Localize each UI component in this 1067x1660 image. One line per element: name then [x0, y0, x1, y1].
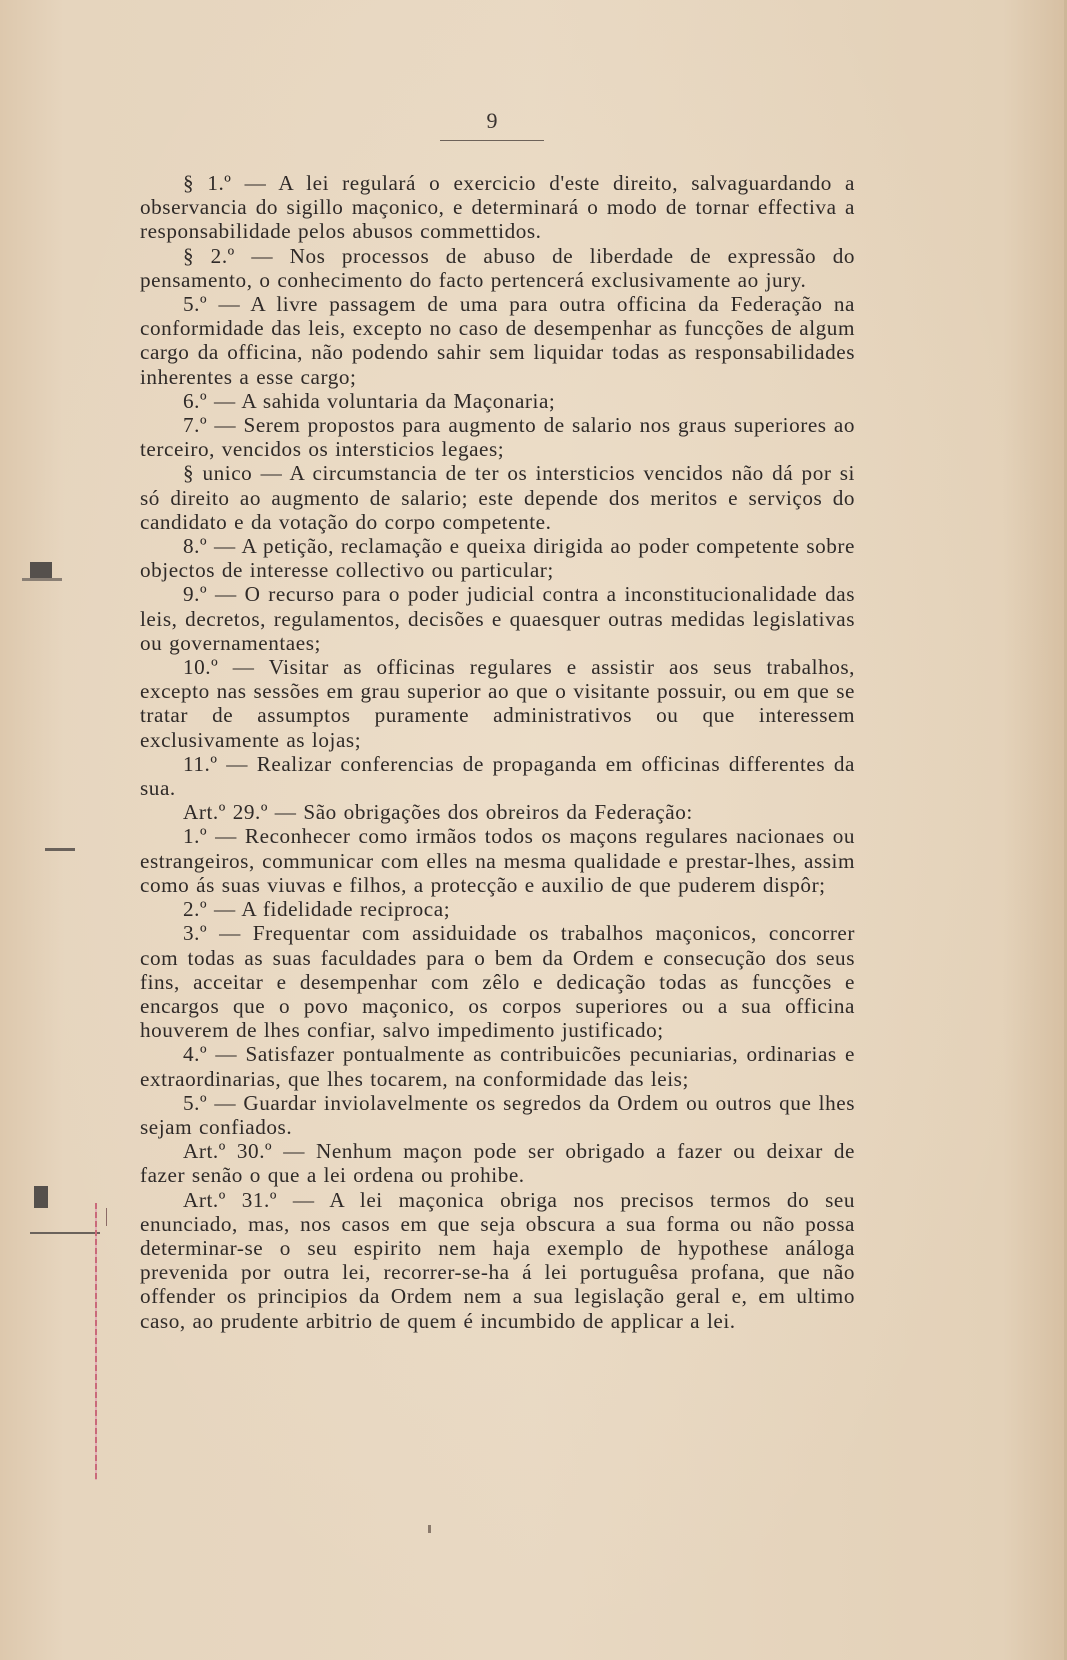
paragraph-art29-item-1: 1.º — Reconhecer como irmãos todos os maçons regulares nacionaes ou estrangeiros, communicar com elles na mesma qualidade e prestar-lhes, assim como ás suas viuvas e filhos, a protecção e auxilio de que puderem dispôr;	[140, 824, 855, 897]
paragraph-item-11: 11.º — Realizar conferencias de propaganda em officinas differentes da sua.	[140, 751, 855, 801]
binding-tick	[106, 1208, 107, 1226]
paragraph-item-5: 5.º — A livre passagem de uma para outra officina da Federação na conformidade das leis, excepto no caso de desempenhar as funcções de algum cargo da officina, não podendo sahir sem liquidar todas as responsabilidades inherentes a esse cargo;	[140, 292, 855, 389]
page-body	[140, 171, 855, 1333]
margin-mark-top	[30, 562, 52, 578]
paragraph-article-30: Art.º 30.º — Nenhum maçon pode ser obrigado a fazer ou deixar de fazer senão o que a lei ordena ou prohibe.	[140, 1139, 855, 1188]
binding-thread	[95, 1203, 97, 1480]
paragraph-art29-item-4: 4.º — Satisfazer pontualmente as contribuicões pecuniarias, ordinarias e extraordinarias, que lhes tocarem, na conformidade das leis;	[140, 1042, 855, 1091]
ink-speck	[428, 1525, 431, 1533]
margin-mark-bottom-line	[30, 1232, 100, 1234]
margin-mark-bottom	[34, 1186, 48, 1208]
paragraph-art29-item-5: 5.º — Guardar inviolavelmente os segredos da Ordem ou outros que lhes sejam confiados.	[140, 1090, 855, 1139]
paragraph-item-6: 6.º — A sahida voluntaria da Maçonaria;	[183, 388, 556, 413]
paragraph-item-9: 9.º — O recurso para o poder judicial contra a inconstitucionalidade das leis, decretos, regulamentos, decisões e quaesquer outras medidas legislativas ou governamentaes;	[140, 582, 855, 655]
paragraph-article-29: Art.º 29.º — São obrigações dos obreiros da Federação:	[183, 800, 693, 825]
margin-mark-middle	[45, 848, 75, 851]
paragraph-art29-item-2: 2.º — A fidelidade reciproca;	[183, 897, 451, 922]
paragraph-item-7: 7.º — Serem propostos para augmento de salario nos graus superiores ao terceiro, vencidos os intersticios legaes;	[140, 413, 855, 462]
page-number: 9	[440, 108, 544, 141]
margin-mark-top-line	[22, 578, 62, 581]
paragraph-section-2: § 2.º — Nos processos de abuso de liberdade de expressão do pensamento, o conhecimento do facto pertencerá exclusivamente ao jury.	[140, 243, 855, 292]
paragraph-art29-item-3: 3.º — Frequentar com assiduidade os trabalhos maçonicos, concorrer com todas as suas faculdades para o bem da Ordem e consecução dos seus fins, acceitar e desempenhar com zêlo e dedicação todas as funcções e encargos que o povo maçonico, os corpos superiores ou a sua officina houverem de lhes confiar, salvo impedimento justificado;	[140, 921, 855, 1043]
paragraph-section-1: § 1.º — A lei regulará o exercicio d'este direito, salvaguardando a observancia do sigillo maçonico, e determinará o modo de tornar effectiva a responsabilidade pelos abusos commettidos.	[140, 171, 855, 244]
paragraph-section-unico: § unico — A circumstancia de ter os intersticios vencidos não dá por si só direito ao augmento de salario; este depende dos meritos e serviços do candidato e da votação do corpo competente.	[140, 461, 855, 534]
paragraph-article-31: Art.º 31.º — A lei maçonica obriga nos precisos termos do seu enunciado, mas, nos casos em que seja obscura a sua forma ou não possa determinar-se o seu espirito nem haja exemplo de hypothese análoga prevenida por outra lei, recorrer-se-ha á lei portuguêsa profana, que não offender os principios da Ordem nem a sua legislação geral e, em ultimo caso, ao prudente arbitrio de quem é incumbido de applicar a lei.	[140, 1187, 855, 1333]
paragraph-item-8: 8.º — A petição, reclamação e queixa dirigida ao poder competente sobre objectos de interesse collectivo ou particular;	[140, 534, 855, 583]
paragraph-item-10: 10.º — Visitar as officinas regulares e assistir aos seus trabalhos, excepto nas sessões em grau superior ao que o visitante possuir, ou em que se tratar de assumptos puramente administrativos ou que interessem exclusivamente as lojas;	[140, 655, 855, 752]
